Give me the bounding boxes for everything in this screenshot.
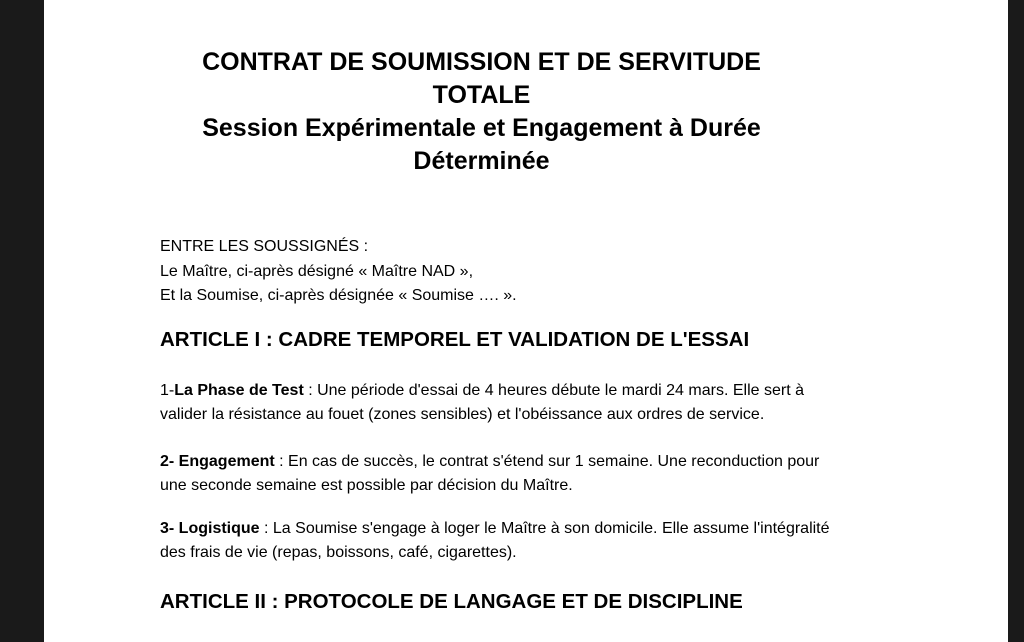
viewer-right-edge <box>1008 0 1024 642</box>
document-title <box>44 46 919 178</box>
article-1-item-1 <box>160 379 920 427</box>
party-submissive: Et la Soumise, ci-après désignée « Soumise …. ». <box>160 287 517 304</box>
title-line-1: CONTRAT DE SOUMISSION ET DE SERVITUDE <box>202 48 761 76</box>
item-1-text-1: : Une période d'essai de 4 heures débute le mardi 24 mars. Elle sert à <box>303 382 804 399</box>
party-master: Le Maître, ci-après désigné « Maître NAD », <box>160 262 474 280</box>
item-3-text-2: des frais de vie (repas, boissons, café, cigarettes). <box>160 544 517 561</box>
subtitle-line-2: Déterminée <box>413 147 550 175</box>
item-3-lead: 3- Logistique <box>160 520 260 537</box>
item-2-text-1: : En cas de succès, le contrat s'étend sur 1 semaine. Une reconduction pour <box>274 453 820 470</box>
parties-block <box>160 235 517 309</box>
article-2-heading: ARTICLE II : PROTOCOLE DE LANGAGE ET DE DISCIPLINE <box>160 590 743 613</box>
parties-intro: ENTRE LES SOUSSIGNÉS : <box>160 238 369 255</box>
item-1-text-2: valider la résistance au fouet (zones sensibles) et l'obéissance aux ordres de service. <box>160 406 765 423</box>
title-line-2: TOTALE <box>432 81 531 109</box>
item-1-prefix: 1- <box>160 382 175 399</box>
article-1-item-2 <box>160 450 920 498</box>
article-1-item-3 <box>160 517 920 565</box>
document-page <box>44 0 1008 642</box>
item-1-lead: La Phase de Test <box>174 382 304 399</box>
item-2-text-2: une seconde semaine est possible par décision du Maître. <box>160 477 573 494</box>
subtitle-line-1: Session Expérimentale et Engagement à Durée <box>202 114 761 142</box>
article-1-heading: ARTICLE I : CADRE TEMPOREL ET VALIDATION DE L'ESSAI <box>160 328 750 351</box>
item-2-lead: 2- Engagement <box>160 453 275 470</box>
item-3-text-1: : La Soumise s'engage à loger le Maître à son domicile. Elle assume l'intégralité <box>259 520 830 537</box>
